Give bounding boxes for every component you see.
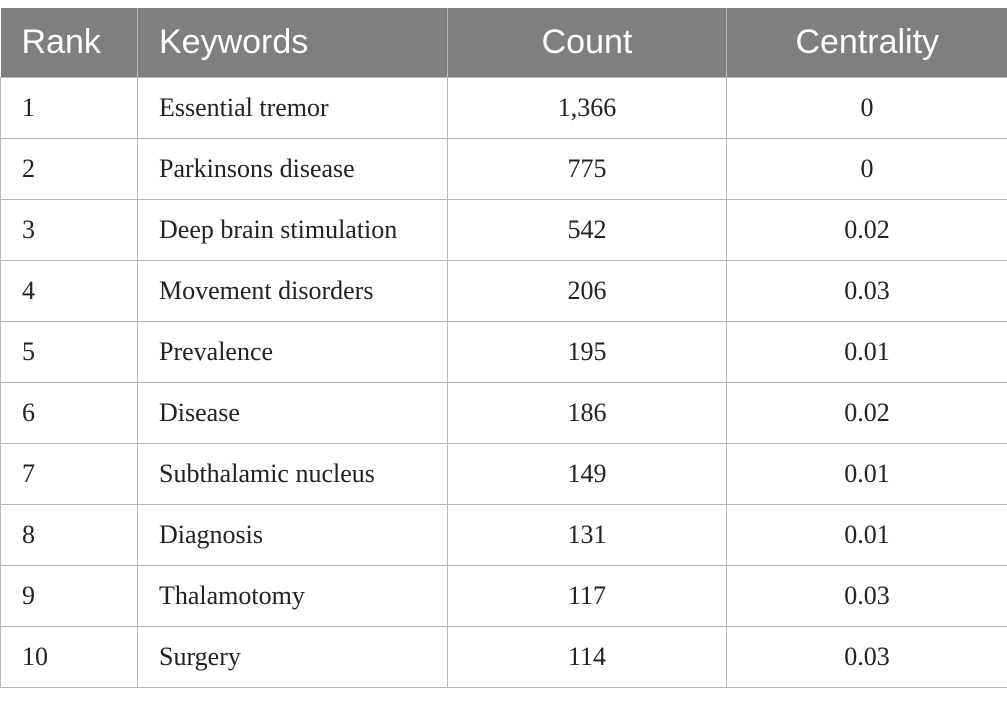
keyword-cell: Movement disorders bbox=[138, 260, 448, 321]
count-cell: 775 bbox=[448, 138, 727, 199]
header-row bbox=[1, 8, 1007, 77]
centrality-cell: 0.01 bbox=[727, 504, 1007, 565]
centrality-cell: 0.03 bbox=[727, 260, 1007, 321]
table-body bbox=[1, 77, 1007, 687]
keyword-cell: Thalamotomy bbox=[138, 565, 448, 626]
centrality-cell: 0.01 bbox=[727, 443, 1007, 504]
count-cell: 114 bbox=[448, 626, 727, 687]
count-cell: 195 bbox=[448, 321, 727, 382]
table-row bbox=[1, 199, 1007, 260]
header-centrality: Centrality bbox=[727, 8, 1007, 77]
rank-cell: 9 bbox=[1, 565, 138, 626]
header-keywords: Keywords bbox=[138, 8, 448, 77]
table-row bbox=[1, 260, 1007, 321]
table-row bbox=[1, 138, 1007, 199]
table-row bbox=[1, 443, 1007, 504]
centrality-cell: 0.02 bbox=[727, 199, 1007, 260]
header-rank: Rank bbox=[1, 8, 138, 77]
count-cell: 186 bbox=[448, 382, 727, 443]
count-cell: 1,366 bbox=[448, 77, 727, 138]
centrality-cell: 0 bbox=[727, 138, 1007, 199]
centrality-cell: 0.03 bbox=[727, 626, 1007, 687]
keyword-cell: Diagnosis bbox=[138, 504, 448, 565]
keywords-table bbox=[0, 8, 1007, 688]
keyword-cell: Deep brain stimulation bbox=[138, 199, 448, 260]
centrality-cell: 0 bbox=[727, 77, 1007, 138]
centrality-cell: 0.03 bbox=[727, 565, 1007, 626]
table-row bbox=[1, 565, 1007, 626]
table-row bbox=[1, 321, 1007, 382]
count-cell: 206 bbox=[448, 260, 727, 321]
keyword-cell: Parkinsons disease bbox=[138, 138, 448, 199]
centrality-cell: 0.01 bbox=[727, 321, 1007, 382]
rank-cell: 2 bbox=[1, 138, 138, 199]
table-row bbox=[1, 626, 1007, 687]
rank-cell: 4 bbox=[1, 260, 138, 321]
keyword-cell: Surgery bbox=[138, 626, 448, 687]
rank-cell: 1 bbox=[1, 77, 138, 138]
keyword-cell: Essential tremor bbox=[138, 77, 448, 138]
count-cell: 117 bbox=[448, 565, 727, 626]
header-count: Count bbox=[448, 8, 727, 77]
table-header bbox=[1, 8, 1007, 77]
keyword-cell: Prevalence bbox=[138, 321, 448, 382]
keyword-cell: Subthalamic nucleus bbox=[138, 443, 448, 504]
rank-cell: 7 bbox=[1, 443, 138, 504]
rank-cell: 10 bbox=[1, 626, 138, 687]
keyword-cell: Disease bbox=[138, 382, 448, 443]
count-cell: 149 bbox=[448, 443, 727, 504]
table-row bbox=[1, 504, 1007, 565]
table-row bbox=[1, 77, 1007, 138]
table-row bbox=[1, 382, 1007, 443]
rank-cell: 5 bbox=[1, 321, 138, 382]
rank-cell: 6 bbox=[1, 382, 138, 443]
count-cell: 131 bbox=[448, 504, 727, 565]
rank-cell: 3 bbox=[1, 199, 138, 260]
centrality-cell: 0.02 bbox=[727, 382, 1007, 443]
count-cell: 542 bbox=[448, 199, 727, 260]
rank-cell: 8 bbox=[1, 504, 138, 565]
